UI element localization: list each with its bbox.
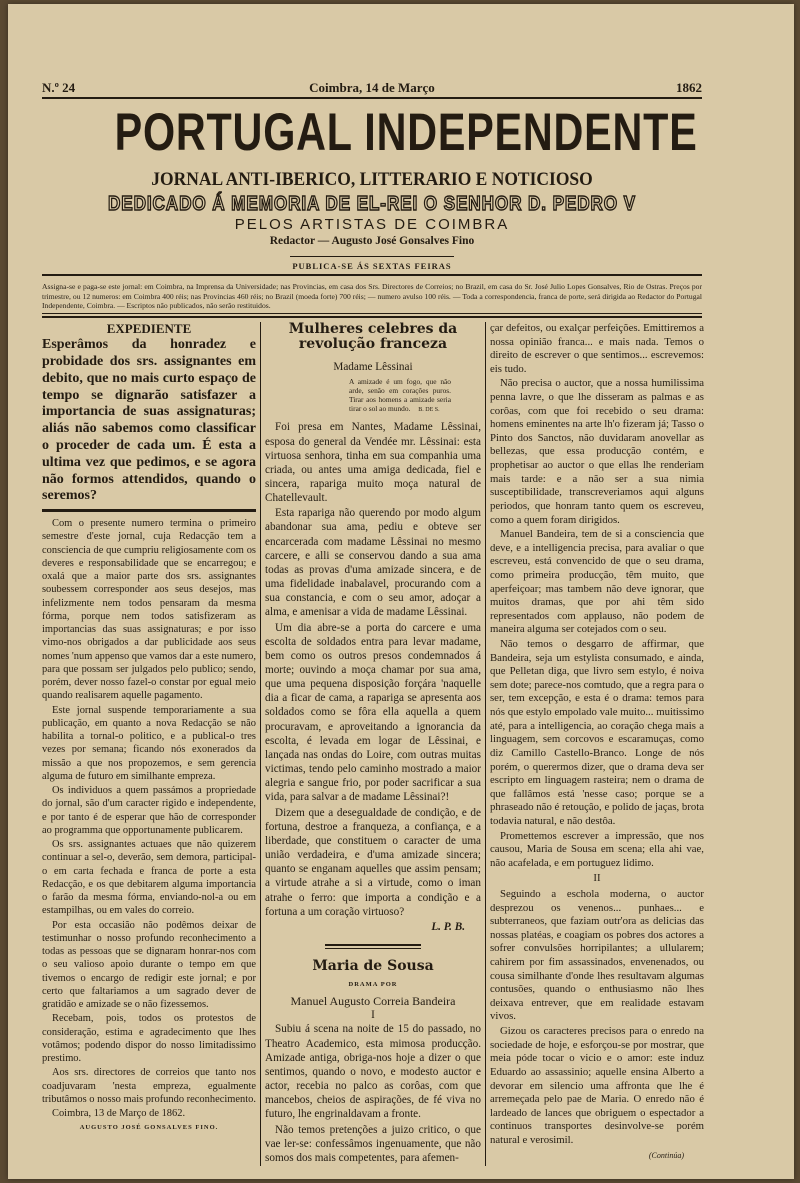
dateline-bar (42, 80, 702, 98)
section-numeral: I (371, 1009, 375, 1022)
expediente-paragraph: Aos srs. directores de correios que tanto nos coadjuvaram 'nesta empreza, egualmente tributâmos o nosso mais profundo reconhecimento. (42, 1067, 256, 1105)
review-heading: Maria de Sousa (312, 957, 434, 974)
newspaper-page (8, 4, 794, 1179)
subscription-rule-bottom (42, 313, 702, 314)
dedication-line: DEDICADO Á MEMORIA DE EL-REI O SENHOR D. PEDRO V (107, 193, 637, 215)
expediente-paragraph: Com o presente numero termina o primeiro semestre d'este jornal, cuja Redacção tem a consciencia de que cumpriu religiosamente com os deveres e responsabilidade que se encarregou; e oxalá que a maior parte dos srs. assignantes soubessem corresponder aos seus desejos, mas infelizmente nem todos pensaram da mesma fórma, porque nem todos satisfizeram as importancias das suas assignaturas; e por isso vimo-nos obrigados a dar publicidade aos seus nomes 'num appenso que vamos dar a este numero, para que possam ser julgados pelo publico; sendo, porém, dever nosso fazel-o constar por egual meio quando realisarem aquelle pagamento. (42, 518, 256, 702)
review-paragraph: çar defeitos, ou exalçar perfeições. Emittiremos a nossa opinião franca... e mais nada. Temos o direito de escrever o que sentimos... escrevemos: eis tudo. (490, 322, 704, 375)
redactor-line: Redactor — Augusto José Gonsalves Fino (269, 235, 475, 247)
article-separator (325, 944, 421, 946)
expediente-heading: EXPEDIENTE (106, 321, 192, 336)
article-separator-2 (325, 948, 421, 949)
review-paragraph: Promettemos escrever a impressão, que nos causou, Maria de Sousa em scena; ella ahi vae, não acafelada, e em portuguez lidimo. (490, 829, 704, 869)
review-paragraph: Manuel Bandeira, tem de si a consciencia que deve, e a intelligencia precisa, para avaliar o que escreveu, está convencido de que o seu drama, como primeira producção, têm muito, que aperfeiçoar; mas tambem não deve ignorar, que muitos dramas, que por ahi têm sido representados com applauso, não podem de maneira alguma ser cotejados com o seu. (490, 528, 704, 636)
epigraph-author: B. DE S. (418, 406, 440, 413)
year: 1862 (676, 80, 702, 95)
review-paragraph: Subiu á scena na noite de 15 do passado, no Theatro Academico, esta mimosa producção. Amizade antiga, obriga-nos hoje a dizer o que sentimos, quando o novo, e modesto auctor e actor, recebia no palco as corôas, com que mancebos, cheios de aspirações, de fé viva no futuro, lhe engrinaldavam a fronte. (265, 1023, 481, 1121)
review-paragraph: Não precisa o auctor, que a nossa humilissima penna lavre, o que lhe disseram as palmas e as corôas, com que foi recebido o seu drama: homens eminentes na arte lh'o fizeram já; Tasso o Pinto dos Sanctos, não duvidaram anovellar as bellezas, que essa producção contém, e prophetisar ao auctor o que ellas lhe renderiam mais tarde: e a não ser a sua nimia susceptibilidade, transcreveriamos aqui alguns periodos, que honram tanto quem os escreveu, como a quem foram dirigidos. (490, 377, 704, 526)
column-expediente (42, 322, 256, 1135)
expediente-paragraph: Recebam, pois, todos os protestos de consideração, estima e agradecimento que lhes votâmos; podendo dispor do nosso limitadissimo prestimo. (42, 1013, 256, 1065)
newspaper-title: PORTUGAL INDEPENDENTE (114, 103, 698, 162)
article-paragraph: Dizem que a desegualdade de condição, e de fortuna, destroe a franqueza, a confiança, e a liberdade, que constituem o caracter de uma união verdadeira, e d'uma amizade sincera; quanto se enganam aquelles que assim pensam; a virtude atrahe a si a virtude, como o iman atrahe o ferro: que importa a condição e a fortuna a um coração virtuoso? (265, 806, 481, 918)
expediente-paragraph: Os individuos a quem passámos a propriedade do jornal, são d'um caracter rigido e independente, e por tanto é de esperar que hão de corresponder ao programma que opportunamente publicarem. (42, 785, 256, 836)
column-divider-1 (260, 322, 261, 1166)
review-paragraph: Não temos pretenções a juizo critico, o que vae ler-se: confessâmos ingenuamente, que não somos dos mais competentes, para afemen- (265, 1123, 481, 1164)
expediente-dateline: Coimbra, 13 de Março de 1862. (52, 1108, 186, 1120)
expediente-signature: AUGUSTO JOSÉ GONSALVES FINO. (79, 1124, 219, 1132)
continua-note: (Continúa) (648, 1150, 684, 1160)
expediente-rule (42, 509, 256, 512)
artists-line: PELOS ARTISTAS DE COIMBRA (234, 216, 510, 233)
publica-rule-top (290, 256, 454, 257)
article-signature: L. P. B. (431, 920, 465, 933)
expediente-paragraph: Os srs. assignantes actuaes que não quizerem continuar a sel-o, deverão, sem demora, participal-o em carta fechada e franca de porte a esta Redacção, e os que debitarem alguma importancia o farão da mesma fórma, enviando-nol-a ou em estampilhas, ou em vales do correio. (42, 839, 256, 917)
article-paragraph: Um dia abre-se a porta do carcere e uma escolta de soldados entra para levar madame, bem como os outros presos condemnados á morte; ouvindo a moça chamar por sua ama, que uma pequena disposição forçára 'naquelle dia a ficar de cama, a rapariga se apresenta aos soldados como se fôra ella aquella a quem procuravam, e aproveitando a ignorancia da escolta, é levada em logar de Lêssinai, e lançada nas ondas do Loire, com outras muitas victimas, tendo pelo caminho mostrado a maior alegria e sangue frio, por poder sacrificar a sua vida, para salvar a de madame Lêssinai?! (265, 621, 481, 804)
drama-por: DRAMA POR (348, 980, 398, 988)
expediente-paragraph: Por esta occasião não podêmos deixar de testimunhar o nosso profundo reconhecimento a todas as pessoas que se dignaram honrar-nos com o seu valioso apoio durante o tempo em que tivemos o encargo de redigir este jornal; e por certo que faltariamos a um sagrado dever de gratidão e amizade se o não fizessemos. (42, 919, 256, 1011)
review-paragraph: Seguindo a eschola moderna, o auctor desprezou os venenos... punhaes... e subterraneos, que faziam outr'ora as delicias das nossas platéas, e coagiam os pobres dos actores a sofrer convulsões horripilantes; a ullularem; cahirem por fim assassinados, envenenados, ou cousa similhante d'onde lhes resultavam algumas contusões, quando o enthusiasmo não lhes deixava entrever, que em realidade estavam vivos. (490, 887, 704, 1023)
expediente-lead: Esperâmos da honradez e probidade dos srs. assignantes em debito, que no mais curto espaço de tempo se dignarão satisfazer a importancia de suas assignaturas; aliás não sabemos como classificar o proceder de cada um. É esta a ultima vez que pedimos, e se agora não formos attendidos, quando o seremos? (42, 337, 256, 504)
subscription-notice: Assigna-se e paga-se este jornal: em Coimbra, na Imprensa da Universidade; nas Provincias, em casa dos Srs. Directores de Correios; no Brazil, em casa do Sr. José Julio Lopes Gonsalves, Rio de Ostras. Preços por trimestre, ou 12 numeros: em Coimbra 400 réis; nas Provincias 460 réis; no Brazil (moeda forte) 700 réis; — numero avulso 100 réis. — Toda a correspondencia, franca de porte, será dirigida ao Redactor do Portugal Independente, Coimbra. — Escriptos não publicados, não serão restituidos. (42, 282, 702, 310)
column-divider-2 (485, 322, 486, 1166)
column-maria-de-sousa (490, 322, 704, 1162)
column-mulheres (265, 322, 481, 1166)
place-date: Coimbra, 14 de Março (309, 80, 435, 95)
subscription-rule-bottom-2 (42, 316, 702, 318)
subscription-rule-top (42, 274, 702, 276)
article-subheading: Madame Lêssinai (333, 361, 413, 373)
article-paragraph: Foi presa em Nantes, Madame Lêssinai, esposa do general da Vendée mr. Lêssinai: esta virtuosa senhora, tinha em sua companhia uma criada, ou antes uma amiga dedicada, fiel e sincera, rapariga muito moça natural de Chatellevault. (265, 421, 481, 505)
publication-schedule: PUBLICA-SE ÁS SEXTAS FEIRAS (292, 261, 452, 271)
epigraph-text: A amizade é um fogo, que não arde, senão em corações puros. Tirar aos homens a amizade seria tirar o sol ao mundo. (349, 377, 451, 413)
drama-author: Manuel Augusto Correia Bandeira (290, 994, 456, 1009)
epigraph (349, 378, 451, 414)
review-paragraph: Gizou os caracteres precisos para o enredo na sociedade de hoje, e esforçou-se por mostrar, que meia póde tocar o vicio e o amor: este induz Eduardo ao assassinio; aquelle ensina Alberto a devorar em silencio uma affronta que lhe é arremeçada pelo pae de Maria. O enredo não é lardeado de lances que obriguem o espectador a continuos transportes desinvolve-se porém natural e verosimil. (490, 1025, 704, 1146)
review-paragraph: Não temos o desgarro de affirmar, que Bandeira, seja um estylista consumado, e ainda, que Pelletan diga, que livro sem estylo, é noiva sem dote; parece-nos comtudo, que a regra para o ser, tem excepção, e esta é o drama: temos para nós que estylo empolado vale muito... muitissimo até, para a intelligencia, ao coração chega mais a linguagem, sem corcovos e escaramuças, como diz Camillo Castello-Branco. Longe de nós porém, o querermos dizer, que o drama deva ser escripto em linguagem rasteira; nem o drama de que fallâmos está 'nesse caso; porque se a phraseado não é retouçâo, e polido de jaças, brota todavia natural, e não destôa. (490, 638, 704, 827)
newspaper-subtitle: JORNAL ANTI-IBERICO, LITTERARIO E NOTICIOSO (151, 169, 593, 190)
top-rule (42, 97, 702, 99)
expediente-paragraph: Este jornal suspende temporariamente a sua publicação, em quanto a nova Redacção se não habilita a tornal-o politico, e a publical-o tres vezes por semana; ficando nós exonerados da missão a que nos propozemos, e sem gerencia alguma de futuro em similhante empreza. (42, 704, 256, 782)
article-paragraph: Esta rapariga não querendo por modo algum abandonar sua ama, pediu e obteve ser encarcerada com madame Lêssinai no mesmo carcere, e alli se conservou dando a sua ama todas as provas d'uma amizade sincera, e de uma fidelidade inabalavel, procurando com a sua constancia, e com o seu amor, adoçar a alma, e amenisar a vida de madame Lêssinai. (265, 507, 481, 619)
article-heading: Mulheres celebres da revolução franceza (288, 321, 458, 352)
section-numeral: II (593, 872, 601, 885)
issue-number: N.º 24 (42, 80, 76, 95)
